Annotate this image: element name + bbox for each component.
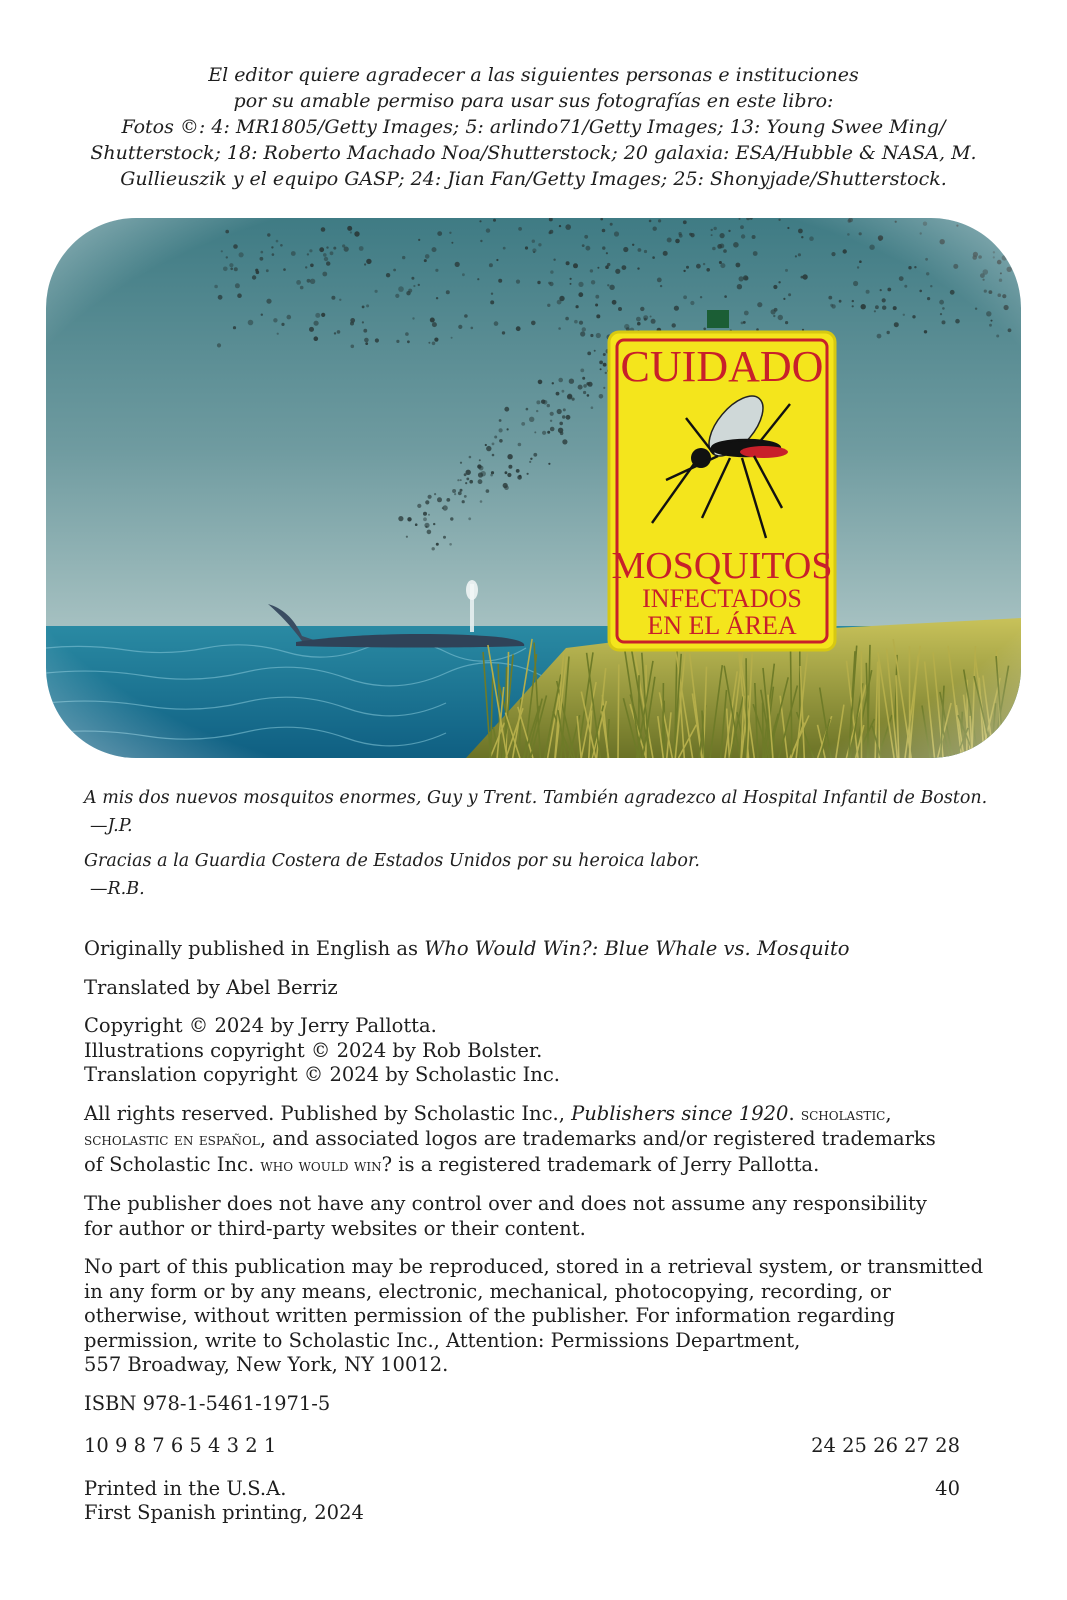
printing-info xyxy=(84,1477,1044,1526)
whale-mosquito-illustration xyxy=(46,218,1021,758)
dedication-illustrator: Gracias a la Guardia Costera de Estados Unidos por su heroica labor. xyxy=(84,851,700,871)
print-number-line: 10 9 8 7 6 5 4 3 2 1 xyxy=(84,1434,277,1457)
credits-line: Gullieuszik y el equipo GASP; 24: Jian Fan/Getty Images; 25: Shonyjade/Shutterstock. xyxy=(120,168,947,190)
illustration-svg xyxy=(46,218,1021,758)
vignette xyxy=(46,218,1021,758)
credits-line: El editor quiere agradecer a las siguientes personas e instituciones xyxy=(208,64,859,86)
reproduction-notice: No part of this publication may be reproduced, stored in a retrieval system, or transmitted in any form or by any means, electronic, mechanical, photocopying, recording, or otherwise, without written permission of the publisher. For information regarding permission, write to Scholastic Inc., Attention: Permissions Department, 557 Broadway, New York, NY 10012. xyxy=(84,1255,984,1376)
printing-line xyxy=(84,1434,960,1459)
dedication-illustrator-signature: —R.B. xyxy=(90,879,145,899)
credits-line: Fotos ©: 4: MR1805/Getty Images; 5: arlindo71/Getty Images; 13: Young Swee Ming/ xyxy=(121,116,946,138)
dedication-author: A mis dos nuevos mosquitos enormes, Guy y Trent. También agradezco al Hospital Infantil de Boston. xyxy=(84,788,988,808)
plant-code: 40 xyxy=(935,1476,960,1500)
credits-line: por su amable permiso para usar sus fotografías en este libro: xyxy=(233,90,834,112)
original-title: Who Would Win?: Blue Whale vs. Mosquito xyxy=(424,937,850,960)
print-year-line: 24 25 26 27 28 xyxy=(811,1434,960,1457)
rights-reserved: All rights reserved. Published by Scholastic Inc., Publishers since 1920. scholastic, scholastic en español, and associated logos are trademarks and/or registered trademarks of Scholastic Inc. who would win? is a registered trademark of Jerry Pallotta. xyxy=(84,1101,936,1176)
photo-credits xyxy=(40,62,1027,192)
dedication-author-signature: —J.P. xyxy=(90,816,133,836)
credits-line: Shutterstock; 18: Roberto Machado Noa/Shutterstock; 20 galaxia: ESA/Hubble & NASA, M. xyxy=(90,142,977,164)
copyright-block xyxy=(84,937,1044,1540)
translator-credit: Translated by Abel Berriz xyxy=(84,975,338,999)
dedications xyxy=(84,784,1024,903)
publisher-disclaimer: The publisher does not have any control over and does not assume any responsibility for author or third-party websites or their content. xyxy=(84,1192,927,1240)
printed-location: Printed in the U.S.A. xyxy=(84,1476,287,1500)
copyright-notices: Copyright © 2024 by Jerry Pallotta. Illustrations copyright © 2024 by Rob Bolster. Translation copyright © 2024 by Scholastic Inc. xyxy=(84,1014,560,1086)
isbn: ISBN 978-1-5461-1971-5 xyxy=(84,1391,331,1415)
first-printing: First Spanish printing, 2024 xyxy=(84,1501,364,1524)
original-publication: Originally published in English as Who Would Win?: Blue Whale vs. Mosquito xyxy=(84,937,850,960)
